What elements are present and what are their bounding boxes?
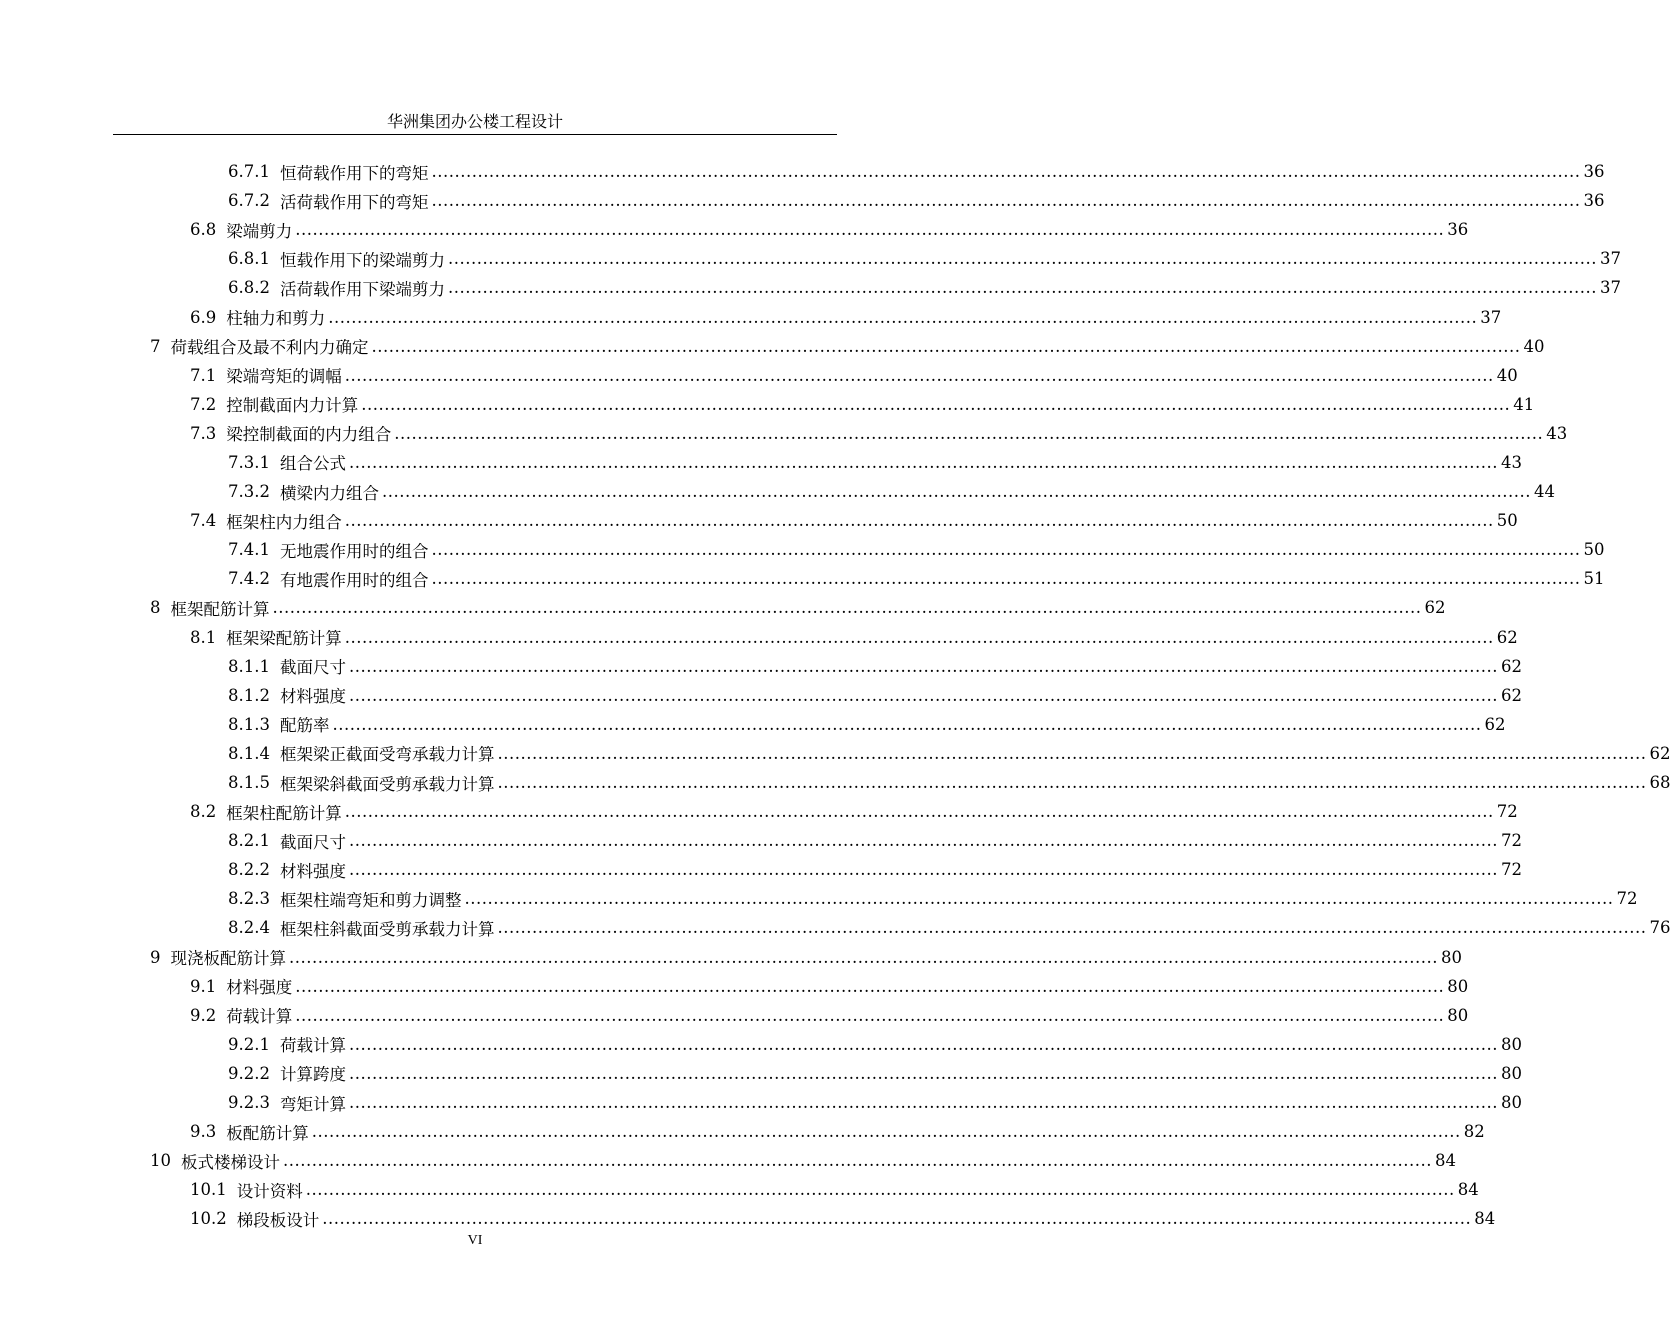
table-of-contents — [0, 157, 1670, 1233]
toc-entry-page: 43 — [1500, 452, 1522, 472]
toc-entry[interactable] — [0, 1030, 1522, 1059]
toc-entry-title: 材料强度 — [279, 687, 346, 707]
toc-entry-page: 40 — [1496, 365, 1518, 385]
toc-entry-title: 材料强度 — [279, 861, 346, 881]
toc-entry-number: 10.1 — [190, 1180, 227, 1200]
toc-entry[interactable] — [0, 652, 1522, 681]
toc-entry-title: 荷载组合及最不利内力确定 — [170, 338, 369, 358]
toc-entry-page: 50 — [1583, 540, 1605, 560]
toc-dot-leader — [345, 366, 1494, 385]
toc-entry-number: 6.7.1 — [228, 162, 270, 182]
toc-dot-leader — [349, 831, 1498, 850]
toc-entry-number: 7.4.2 — [228, 569, 270, 589]
toc-entry-page: 41 — [1513, 394, 1535, 414]
toc-entry-page: 43 — [1546, 423, 1568, 443]
toc-entry-title: 板式楼梯设计 — [181, 1152, 280, 1172]
toc-entry-title: 框架柱斜截面受剪承载力计算 — [279, 919, 495, 939]
toc-entry-number: 9.2.2 — [228, 1063, 270, 1083]
toc-entry-page: 40 — [1523, 336, 1545, 356]
toc-entry[interactable] — [0, 390, 1535, 419]
toc-entry[interactable] — [0, 826, 1522, 855]
toc-entry-page: 51 — [1583, 569, 1605, 589]
toc-entry[interactable] — [0, 1204, 1496, 1233]
toc-entry[interactable] — [0, 361, 1518, 390]
toc-dot-leader — [273, 598, 1422, 617]
toc-entry-title: 框架梁配筋计算 — [226, 629, 342, 649]
toc-entry-page: 72 — [1500, 860, 1522, 880]
toc-entry-number: 8.2.1 — [228, 831, 270, 851]
toc-entry-number: 8.1.5 — [228, 773, 270, 793]
page-number: VI — [467, 1233, 483, 1248]
toc-entry-number: 8.2.2 — [228, 860, 270, 880]
toc-dot-leader — [295, 220, 1444, 239]
toc-entry-page: 80 — [1500, 1034, 1522, 1054]
toc-entry-number: 9.2 — [190, 1005, 217, 1025]
toc-entry-title: 弯矩计算 — [279, 1094, 346, 1114]
toc-entry-title: 活荷载作用下梁端剪力 — [279, 279, 445, 299]
toc-entry-page: 80 — [1500, 1093, 1522, 1113]
toc-entry[interactable] — [0, 972, 1469, 1001]
toc-entry-number: 9.1 — [190, 976, 217, 996]
toc-entry[interactable] — [0, 1146, 1456, 1175]
toc-entry-number: 6.8.2 — [228, 278, 270, 298]
toc-dot-leader — [306, 1180, 1455, 1199]
toc-entry-number: 10.2 — [190, 1209, 227, 1229]
toc-dot-leader — [448, 278, 1597, 297]
toc-dot-leader — [349, 1035, 1498, 1054]
toc-entry-number: 7.1 — [190, 365, 217, 385]
toc-entry-title: 荷载计算 — [226, 1007, 293, 1027]
toc-entry-page: 62 — [1484, 714, 1506, 734]
toc-entry-title: 柱轴力和剪力 — [226, 309, 326, 329]
toc-entry[interactable] — [0, 186, 1605, 215]
toc-entry-number: 10 — [150, 1151, 171, 1171]
toc-entry-title: 截面尺寸 — [279, 832, 346, 852]
toc-entry-number: 8.1.2 — [228, 685, 270, 705]
toc-entry[interactable] — [0, 681, 1522, 710]
toc-entry-title: 材料强度 — [226, 978, 293, 998]
toc-entry[interactable] — [0, 564, 1605, 593]
toc-entry[interactable] — [0, 302, 1502, 331]
toc-entry[interactable] — [0, 739, 1670, 768]
toc-entry[interactable] — [0, 448, 1522, 477]
toc-entry[interactable] — [0, 332, 1545, 361]
toc-entry-page: 36 — [1583, 191, 1605, 211]
toc-entry-page: 62 — [1496, 627, 1518, 647]
toc-entry[interactable] — [0, 506, 1518, 535]
toc-entry-title: 板配筋计算 — [226, 1123, 309, 1143]
toc-dot-leader — [431, 191, 1580, 210]
toc-entry[interactable] — [0, 913, 1670, 942]
toc-dot-leader — [497, 918, 1646, 937]
toc-entry-title: 截面尺寸 — [279, 658, 346, 678]
toc-entry[interactable] — [0, 593, 1446, 622]
toc-entry-title: 组合公式 — [279, 454, 346, 474]
toc-entry-page: 84 — [1457, 1180, 1479, 1200]
toc-dot-leader — [345, 511, 1494, 530]
toc-dot-leader — [349, 1093, 1498, 1112]
toc-entry-number: 8.2.4 — [228, 918, 270, 938]
toc-entry[interactable] — [0, 943, 1462, 972]
toc-entry-page: 36 — [1583, 162, 1605, 182]
toc-entry-title: 框架柱端弯矩和剪力调整 — [279, 890, 462, 910]
toc-entry[interactable] — [0, 1059, 1522, 1088]
toc-entry-title: 框架柱内力组合 — [226, 512, 342, 532]
toc-entry-title: 活荷载作用下的弯矩 — [279, 192, 429, 212]
toc-entry[interactable] — [0, 855, 1522, 884]
toc-dot-leader — [431, 569, 1580, 588]
toc-dot-leader — [345, 802, 1494, 821]
toc-dot-leader — [431, 540, 1580, 559]
toc-entry-title: 设计资料 — [236, 1181, 303, 1201]
toc-entry-number: 8.1.3 — [228, 714, 270, 734]
toc-entry-number: 7.4.1 — [228, 540, 270, 560]
toc-entry-number: 8.1.4 — [228, 743, 270, 763]
header-rule — [113, 134, 837, 135]
toc-dot-leader — [322, 1209, 1471, 1228]
toc-entry-title: 梁端弯矩的调幅 — [226, 367, 342, 387]
toc-entry[interactable] — [0, 215, 1469, 244]
toc-entry-title: 现浇板配筋计算 — [170, 949, 286, 969]
toc-dot-leader — [283, 1151, 1432, 1170]
toc-entry-title: 计算跨度 — [279, 1065, 346, 1085]
toc-entry-number: 7.4 — [190, 511, 217, 531]
toc-dot-leader — [312, 1122, 1461, 1141]
toc-entry[interactable] — [0, 623, 1518, 652]
toc-dot-leader — [349, 1064, 1498, 1083]
toc-entry-page: 62 — [1424, 598, 1446, 618]
toc-dot-leader — [349, 686, 1498, 705]
toc-dot-leader — [497, 744, 1646, 763]
toc-entry[interactable] — [0, 1175, 1479, 1204]
toc-entry-title: 框架梁斜截面受剪承载力计算 — [279, 774, 495, 794]
toc-entry-number: 7.3.2 — [228, 482, 270, 502]
toc-entry-page: 72 — [1616, 889, 1638, 909]
toc-entry-number: 8 — [150, 598, 161, 618]
toc-entry-title: 梁控制截面的内力组合 — [226, 425, 392, 445]
toc-entry[interactable] — [0, 797, 1518, 826]
toc-dot-leader — [448, 249, 1597, 268]
toc-entry-page: 62 — [1500, 685, 1522, 705]
toc-dot-leader — [349, 860, 1498, 879]
toc-entry-page: 72 — [1500, 831, 1522, 851]
toc-entry-title: 框架梁正截面受弯承载力计算 — [279, 745, 495, 765]
toc-dot-leader — [394, 424, 1543, 443]
toc-entry-number: 9.3 — [190, 1122, 217, 1142]
toc-entry-title: 框架配筋计算 — [170, 599, 270, 619]
toc-dot-leader — [464, 889, 1613, 908]
toc-entry-title: 梁端剪力 — [226, 221, 293, 241]
toc-entry-number: 8.2 — [190, 802, 217, 822]
toc-entry[interactable] — [0, 1001, 1469, 1030]
toc-entry-title: 无地震作用时的组合 — [279, 541, 429, 561]
toc-dot-leader — [345, 628, 1494, 647]
toc-entry-number: 6.9 — [190, 307, 217, 327]
running-header: 华洲集团办公楼工程设计 — [386, 112, 563, 131]
toc-entry-number: 9.2.1 — [228, 1034, 270, 1054]
toc-dot-leader — [497, 773, 1646, 792]
toc-dot-leader — [295, 977, 1444, 996]
toc-entry-title: 配筋率 — [279, 716, 330, 736]
toc-entry-number: 7.3.1 — [228, 452, 270, 472]
toc-entry-number: 9.2.3 — [228, 1093, 270, 1113]
toc-entry-page: 84 — [1434, 1151, 1456, 1171]
toc-entry-number: 8.1.1 — [228, 656, 270, 676]
toc-entry[interactable] — [0, 419, 1568, 448]
toc-entry-number: 6.8.1 — [228, 249, 270, 269]
toc-entry-page: 50 — [1496, 511, 1518, 531]
toc-entry-page: 80 — [1500, 1063, 1522, 1083]
toc-entry-page: 80 — [1447, 976, 1469, 996]
toc-entry-page: 62 — [1649, 743, 1670, 763]
toc-entry-title: 框架柱配筋计算 — [226, 803, 342, 823]
toc-dot-leader — [349, 657, 1498, 676]
toc-entry-page: 62 — [1500, 656, 1522, 676]
toc-entry-page: 37 — [1480, 307, 1502, 327]
toc-entry[interactable] — [0, 535, 1605, 564]
toc-dot-leader — [361, 395, 1510, 414]
toc-dot-leader — [289, 948, 1438, 967]
toc-entry-number: 8.1 — [190, 627, 217, 647]
toc-entry-page: 72 — [1496, 802, 1518, 822]
toc-entry-page: 44 — [1533, 482, 1555, 502]
toc-entry-number: 8.2.3 — [228, 889, 270, 909]
toc-entry-title: 梯段板设计 — [236, 1210, 320, 1230]
toc-entry[interactable] — [0, 244, 1621, 273]
toc-entry[interactable] — [0, 1117, 1485, 1146]
toc-entry-page: 68 — [1649, 773, 1670, 793]
toc-entry-page: 80 — [1440, 947, 1462, 967]
toc-entry[interactable] — [0, 884, 1638, 913]
toc-entry[interactable] — [0, 710, 1506, 739]
toc-entry[interactable] — [0, 768, 1670, 797]
toc-dot-leader — [349, 453, 1498, 472]
toc-entry-title: 恒载作用下的梁端剪力 — [279, 250, 445, 270]
toc-entry-number: 6.7.2 — [228, 191, 270, 211]
toc-entry-title: 控制截面内力计算 — [226, 396, 359, 416]
toc-entry-number: 9 — [150, 947, 161, 967]
toc-dot-leader — [295, 1006, 1444, 1025]
toc-entry[interactable] — [0, 1088, 1522, 1117]
toc-entry-page: 82 — [1463, 1122, 1485, 1142]
toc-entry-title: 横梁内力组合 — [279, 483, 379, 503]
toc-entry[interactable] — [0, 157, 1605, 186]
toc-entry-title: 恒荷载作用下的弯矩 — [279, 163, 429, 183]
toc-dot-leader — [382, 482, 1531, 501]
toc-entry-number: 7.3 — [190, 423, 217, 443]
toc-entry-title: 荷载计算 — [279, 1036, 346, 1056]
toc-entry-page: 84 — [1474, 1209, 1496, 1229]
toc-entry[interactable] — [0, 273, 1621, 302]
toc-entry[interactable] — [0, 477, 1555, 506]
toc-entry-number: 7 — [150, 336, 161, 356]
toc-entry-page: 37 — [1599, 249, 1621, 269]
toc-entry-number: 6.8 — [190, 220, 217, 240]
toc-entry-page: 76 — [1649, 918, 1670, 938]
toc-entry-page: 37 — [1599, 278, 1621, 298]
toc-entry-page: 36 — [1447, 220, 1469, 240]
toc-entry-title: 有地震作用时的组合 — [279, 570, 429, 590]
toc-dot-leader — [372, 337, 1521, 356]
toc-dot-leader — [431, 162, 1580, 181]
toc-entry-number: 7.2 — [190, 394, 217, 414]
toc-dot-leader — [328, 308, 1477, 327]
toc-dot-leader — [332, 715, 1481, 734]
toc-entry-page: 80 — [1447, 1005, 1469, 1025]
